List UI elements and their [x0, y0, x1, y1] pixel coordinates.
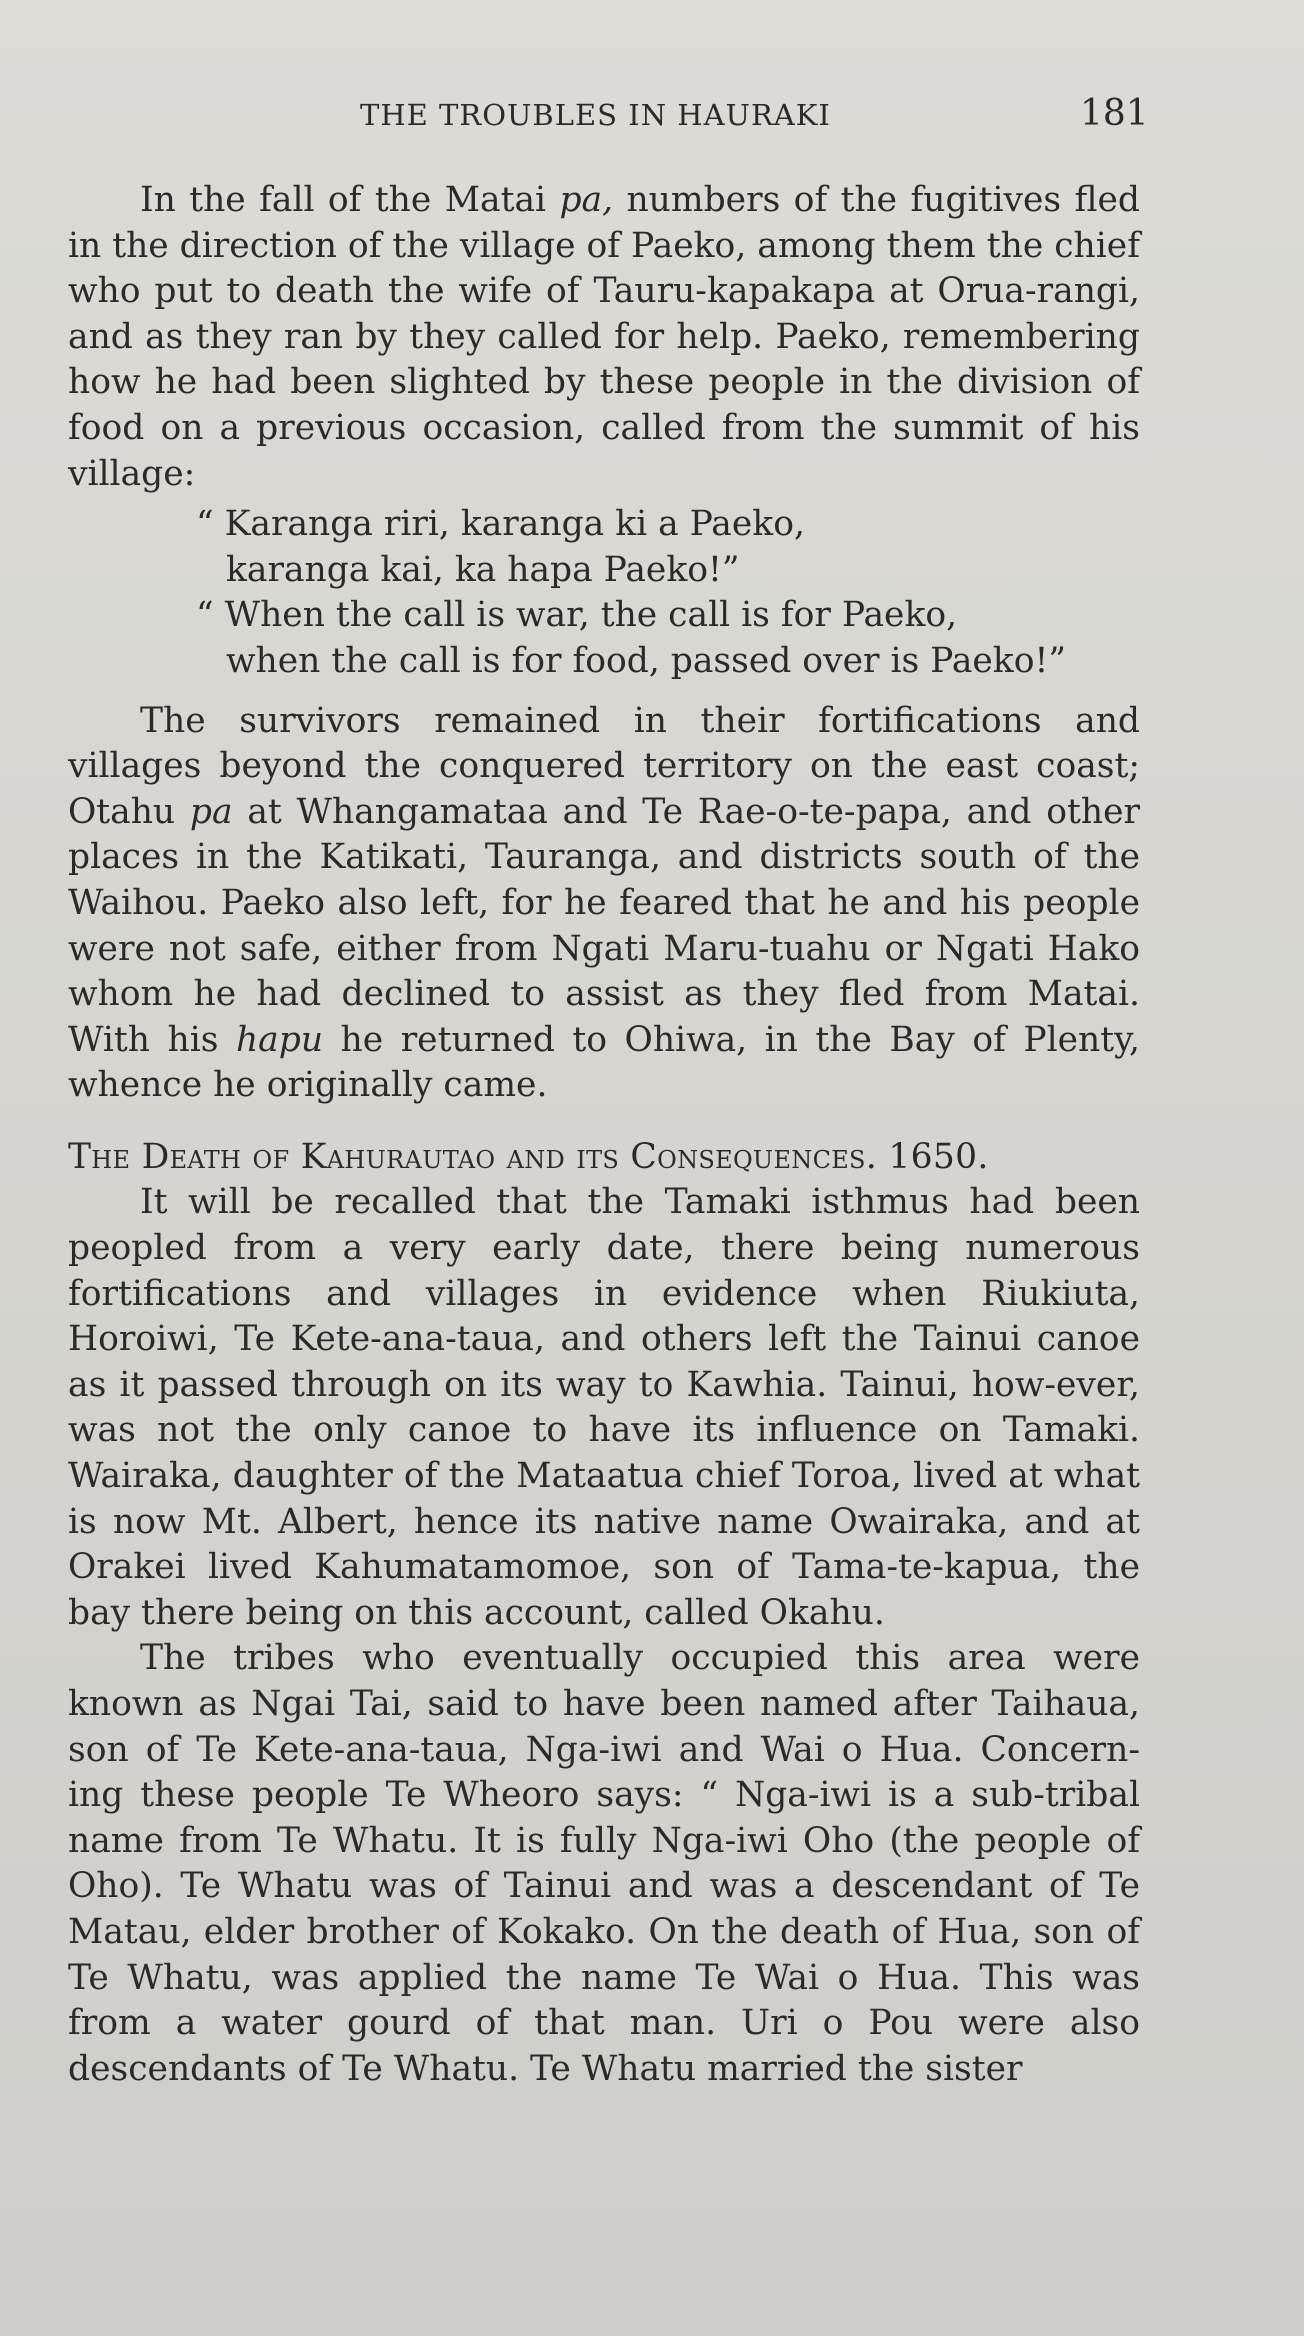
text-span: In the fall of the Matai — [140, 180, 560, 220]
verse-line: “ When the call is war, the call is for Paeko, — [196, 595, 958, 636]
verse-line: when the call is for food, passed over is Paeko!” — [226, 640, 1066, 681]
section-heading: The Death of Kahurautao and its Consequences. 1650. — [68, 1136, 989, 1177]
italic-term: pa — [189, 791, 233, 832]
text-span: at Whangamataa and Te Rae-o-te-papa, and other places in the Katikati, Tauranga, and districts south of the Waihou. Paeko also left, for he feared that he and his people were not safe, either from Ngati Maru-tuahu or Ngati Hako whom he had declined to assist as they fled from Matai. With his — [68, 791, 1141, 1060]
italic-term: pa, — [559, 180, 614, 220]
verse-block — [68, 502, 1140, 684]
italic-term: hapu — [235, 1019, 324, 1060]
paragraph-survivors — [68, 699, 1140, 1109]
paragraph-ngai-tai: The tribes who eventually occupied this area were known as Ngai Tai, said to have been named after Taihaua, son of Te Kete-ana-taua, Nga-iwi and Wai o Hua. Concern-ing these people Te Wheoro says: “ Nga-iwi is a sub-tribal name from Te Whatu. It is fully Nga-iwi Oho (the people of Oho). Te Whatu was of Tainui and was a descendant of Te Matau, elder brother of Kokako. On the death of Hua, son of Te Whatu, was applied the name Te Wai o Hua. This was from a water gourd of that man. Uri o Pou were also descendants of Te Whatu. Te Whatu married the sister — [68, 1638, 1140, 2089]
paragraph-tamaki-isthmus: It will be recalled that the Tamaki isthmus had been peopled from a very early date, there being numerous fortifications and villages in evidence when Riukiuta, Horoiwi, Te Kete-ana-taua, and others left the Tainui canoe as it passed through on its way to Kawhia. Tainui, how-ever, was not the only canoe to have its influence on Tamaki. Wairaka, daughter of the Mataatua chief Toroa, lived at what is now Mt. Albert, hence its native name Owairaka, and at Orakei lived Kahumatamomoe, son of Tama-te-kapua, the bay there being on this account, called Okahu. — [68, 1182, 1140, 1633]
verse-line: karanga kai, ka hapa Paeko!” — [226, 549, 740, 590]
text-span: The survivors remained in their fortifications and villages beyond the conquered territory on the east coast; Otahu — [68, 700, 1140, 832]
text-span: numbers of the fugitives fled in the direction of the village of Paeko, among them the chief who put to death the wife of Tauru-kapakapa at Orua-rangi, and as they ran by they called for help. Paeko, remembering how he had been slighted by these people in the division of food on a previous occasion, called from the summit of his village: — [68, 180, 1140, 494]
verse-line: “ Karanga riri, karanga ki a Paeko, — [196, 504, 805, 545]
text-span: he returned to Ohiwa, in the Bay of Plenty, whence he originally came. — [68, 1019, 1140, 1106]
running-head: THE TROUBLES IN HAURAKI — [360, 98, 831, 132]
paragraph-fall-of-matai — [68, 178, 1140, 497]
body-text — [68, 178, 1140, 2092]
page-number: 181 — [1080, 93, 1149, 134]
